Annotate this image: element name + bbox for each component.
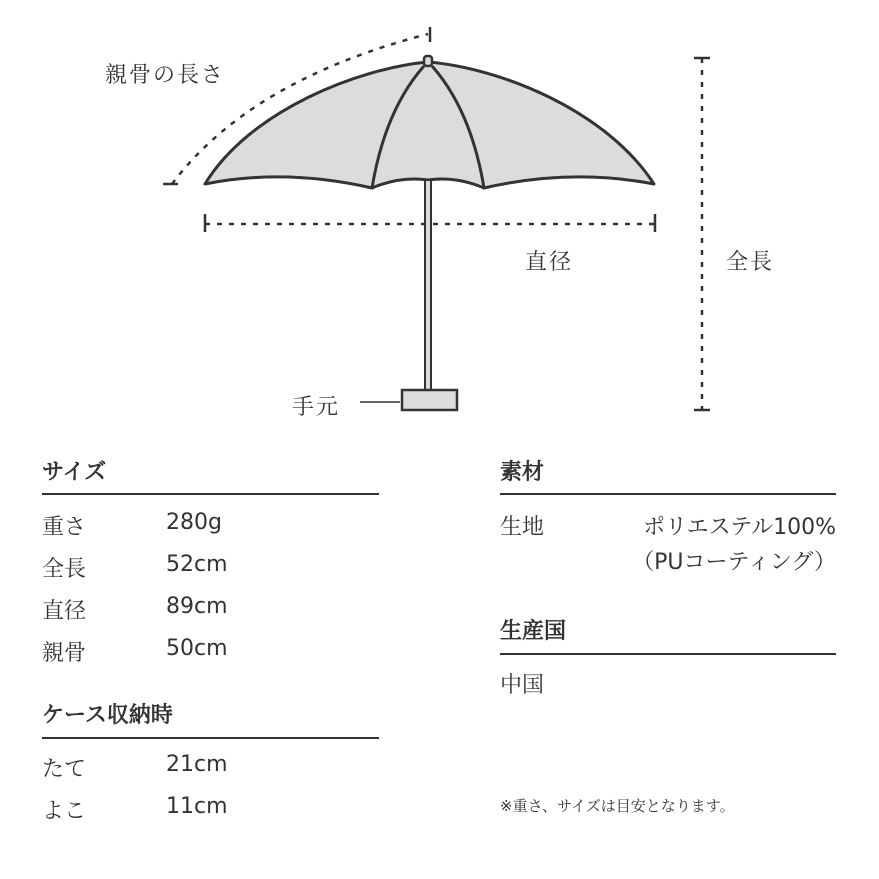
spec-key: 直径 [42, 599, 87, 624]
case-section-title: ケース収納時 [42, 703, 173, 728]
umbrella-diagram [0, 0, 879, 430]
size-section-title: サイズ [42, 460, 107, 485]
rib-length-label: 親骨の長さ [105, 63, 226, 88]
spec-key: たて [42, 757, 87, 782]
umbrella-shaft [425, 180, 431, 392]
spec-key: 全長 [42, 557, 87, 582]
material-value-line1: ポリエステル100% [643, 515, 836, 540]
umbrella-tip [424, 56, 432, 66]
material-value-line2: （PUコーティング） [632, 550, 836, 575]
origin-value: 中国 [500, 673, 545, 698]
spec-value: 280g [166, 510, 222, 535]
material-key: 生地 [500, 515, 545, 540]
material-section-title: 素材 [500, 460, 545, 485]
material-divider [500, 493, 836, 495]
total-length-label: 全長 [726, 250, 775, 275]
spec-value: 11cm [166, 794, 228, 819]
origin-section-title: 生産国 [500, 619, 567, 644]
footnote: ※重さ、サイズは目安となります。 [500, 797, 735, 815]
umbrella-canopy [205, 62, 654, 188]
spec-key: よこ [42, 799, 87, 824]
spec-value: 89cm [166, 594, 228, 619]
case-divider [42, 737, 379, 739]
spec-value: 52cm [166, 552, 228, 577]
spec-value: 21cm [166, 752, 228, 777]
origin-divider [500, 653, 836, 655]
umbrella-handle [402, 390, 457, 410]
spec-value: 50cm [166, 636, 228, 661]
spec-key: 親骨 [42, 641, 87, 666]
spec-key: 重さ [42, 515, 87, 540]
diameter-label: 直径 [525, 250, 574, 275]
handle-label: 手元 [292, 395, 341, 420]
size-divider [42, 493, 379, 495]
